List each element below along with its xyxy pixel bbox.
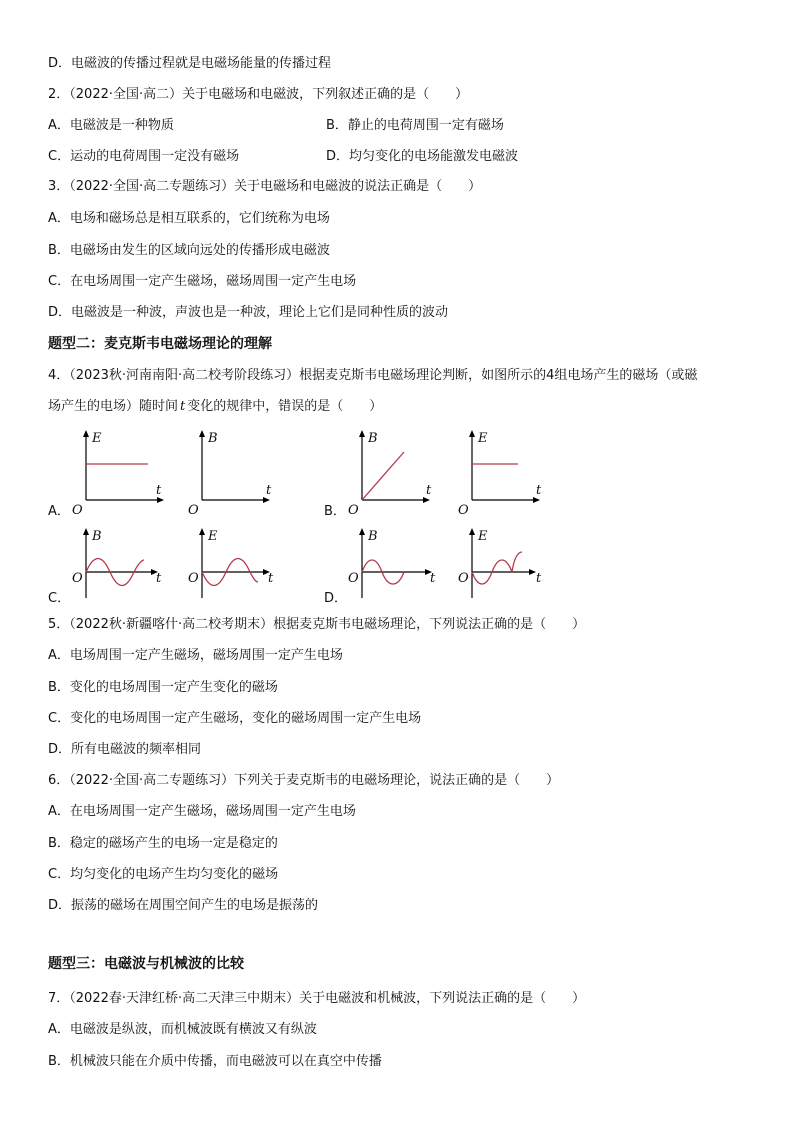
- question-4-stem-line1: 4．（2023秋·河南南阳·高二校考阶段练习）根据麦克斯韦电磁场理论判断，如图所示的4组电场产生的磁场（或磁: [48, 368, 698, 383]
- q6-option-a: A．在电场周围一定产生磁场，磁场周围一定产生电场: [48, 804, 356, 819]
- question-3-stem: 3．（2022·全国·高二专题练习）关于电磁场和电磁波的说法正确是（ ）: [48, 179, 482, 194]
- t-axis-label: t: [426, 483, 432, 498]
- t-axis-arrow-icon: [529, 569, 536, 575]
- graph-c-b-field: [70, 526, 170, 606]
- y-axis-arrow-icon: [359, 430, 365, 437]
- q2-option-b: B．静止的电荷周围一定有磁场: [326, 118, 504, 133]
- figure-label-c: C．: [48, 591, 71, 606]
- q6-option-c: C．均匀变化的电场产生均匀变化的磁场: [48, 867, 279, 882]
- e-negative-sine-curve: [472, 552, 522, 584]
- origin-label: O: [458, 503, 469, 518]
- q2-option-d: D．均匀变化的电场能激发电磁波: [326, 149, 519, 164]
- figure-label-a: A．: [48, 504, 70, 519]
- q3-option-c: C．在电场周围一定产生磁场，磁场周围一定产生电场: [48, 274, 357, 289]
- graph-b-b-field: [346, 428, 446, 518]
- question-4-stem-line2: [48, 398, 382, 416]
- section-heading-3: 题型三：电磁波与机械波的比较: [48, 956, 244, 972]
- y-axis-label: E: [478, 529, 488, 544]
- graph-c-e-field: [186, 526, 286, 606]
- question-6-stem: 6．（2022·全国·高二专题练习）下列关于麦克斯韦的电磁场理论，说法正确的是（ ）: [48, 773, 560, 788]
- q5-option-a: A．电场周围一定产生磁场，磁场周围一定产生电场: [48, 648, 343, 663]
- q4-stem-part2: 变化的规律中，错误的是（ ）: [187, 399, 383, 414]
- question-5-stem: 5．（2022秋·新疆喀什·高二校考期末）根据麦克斯韦电磁场理论，下列说法正确的是（ ）: [48, 617, 586, 632]
- graph-d-b-field: [346, 526, 446, 606]
- y-axis-arrow-icon: [199, 430, 205, 437]
- t-axis-label: t: [266, 483, 272, 498]
- y-axis-label: E: [478, 431, 488, 446]
- origin-label: O: [348, 571, 359, 586]
- origin-label: O: [348, 503, 359, 518]
- origin-label: O: [458, 571, 469, 586]
- origin-label: O: [188, 571, 199, 586]
- origin-label: O: [72, 571, 83, 586]
- y-axis-label: E: [208, 529, 218, 544]
- y-axis-arrow-icon: [199, 528, 205, 535]
- q7-option-b: B．机械波只能在介质中传播，而电磁波可以在真空中传播: [48, 1054, 382, 1069]
- origin-label: O: [188, 503, 199, 518]
- q3-option-b: B．电磁场由发生的区域向远处的传播形成电磁波: [48, 243, 330, 258]
- graph-a-e-field: [70, 428, 170, 518]
- q6-option-b: B．稳定的磁场产生的电场一定是稳定的: [48, 836, 278, 851]
- y-axis-arrow-icon: [83, 528, 89, 535]
- y-axis-label: B: [368, 431, 378, 446]
- q2-option-a: A．电磁波是一种物质: [48, 118, 174, 133]
- q3-option-a: A．电场和磁场总是相互联系的，它们统称为电场: [48, 211, 330, 226]
- q3-option-d: D．电磁波是一种波，声波也是一种波，理论上它们是同种性质的波动: [48, 305, 449, 320]
- q4-stem-var-t: t: [180, 399, 186, 414]
- figure-label-b: B．: [324, 504, 346, 519]
- section-heading-2: 题型二：麦克斯韦电磁场理论的理解: [48, 336, 272, 352]
- y-axis-label: B: [368, 529, 378, 544]
- q7-option-a: A．电磁波是纵波，而机械波既有横波又有纵波: [48, 1022, 317, 1037]
- q4-stem-part1: 场产生的电场）随时间: [48, 399, 179, 414]
- b-linear-curve: [362, 452, 404, 500]
- q5-option-d: D．所有电磁波的频率相同: [48, 742, 202, 757]
- y-axis-arrow-icon: [469, 528, 475, 535]
- graph-a-b-field: [186, 428, 286, 518]
- graph-d-e-field: [456, 526, 556, 606]
- q2-option-c: C．运动的电荷周围一定没有磁场: [48, 149, 240, 164]
- y-axis-label: B: [208, 431, 218, 446]
- t-axis-label: t: [156, 483, 162, 498]
- q6-option-d: D．振荡的磁场在周围空间产生的电场是振荡的: [48, 898, 319, 913]
- t-axis-label: t: [268, 571, 274, 586]
- origin-label: O: [72, 503, 83, 518]
- t-axis-label: t: [536, 571, 542, 586]
- question-2-stem: 2．（2022·全国·高二）关于电磁场和电磁波，下列叙述正确的是（ ）: [48, 87, 469, 102]
- graph-b-e-field: [456, 428, 556, 518]
- y-axis-arrow-icon: [359, 528, 365, 535]
- t-axis-label: t: [536, 483, 542, 498]
- y-axis-arrow-icon: [83, 430, 89, 437]
- y-axis-arrow-icon: [469, 430, 475, 437]
- y-axis-label: E: [92, 431, 102, 446]
- t-axis-label: t: [156, 571, 162, 586]
- t-axis-label: t: [430, 571, 436, 586]
- q5-option-b: B．变化的电场周围一定产生变化的磁场: [48, 680, 278, 695]
- question-7-stem: 7．（2022春·天津红桥·高二天津三中期末）关于电磁波和机械波，下列说法正确的是（ ）: [48, 991, 586, 1006]
- q5-option-c: C．变化的电场周围一定产生磁场，变化的磁场周围一定产生电场: [48, 711, 422, 726]
- y-axis-label: B: [92, 529, 102, 544]
- figure-label-d: D．: [324, 591, 348, 606]
- q1-option-d: D．电磁波的传播过程就是电磁场能量的传播过程: [48, 56, 332, 71]
